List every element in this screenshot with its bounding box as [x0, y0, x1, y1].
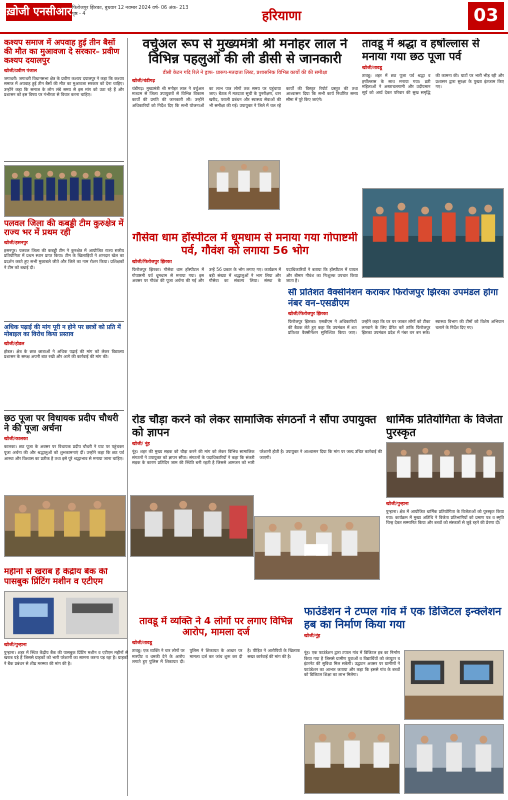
atm-photo	[4, 591, 128, 639]
memorandum-photo	[254, 516, 380, 580]
story-byline: खोजी/फिरोजपुर झिरका	[132, 260, 172, 266]
story-headline: पलवल जिला की कबड्डी टीम कुरुक्षेत्र में राज्य भर में प्रथम रही	[4, 217, 124, 238]
story-byline: खोजी/चंडीगढ़	[132, 78, 155, 84]
story-byline: खोजी/ नूंह	[132, 442, 150, 448]
story-body: पुन्हाना। शहर में स्थित केंद्रीय बैंक की पासबुक प्रिंटिंग मशीन व एटीएम महीनों से खराब पड़े हैं जिससे ग्राहकों को भारी परेशानी का सामना करना पड़ रहा है। ग्राहकों ने बैंक प्रबंधन से शीघ्र मरम्मत की मांग की है।	[4, 649, 128, 666]
story-students	[4, 325, 124, 407]
story-chhath-mla	[4, 414, 124, 493]
masthead	[0, 0, 508, 34]
story-kabaddi	[4, 165, 124, 318]
story-headline: अधिक पढ़ाई की मांग पूरी न होने पर छात्रों को प्रति में मोबाइल का विरोध किया प्रस्ताव	[4, 323, 121, 338]
story-body: नूंह। एक फाउंडेशन द्वारा टप्पल गांव में डिजिटल हब का निर्माण किया गया है जिससे ग्रामीण युवाओं व विद्यार्थियों को कंप्यूटर व इंटरनेट की सुविधा मिल सकेगी। उद्घाटन अवसर पर ग्रामीणों ने फाउंडेशन का आभार जताया और कहा कि इससे गांव के बच्चों को डिजिटल शिक्षा का लाभ मिलेगा।	[304, 650, 400, 678]
cm-meeting-photo	[208, 160, 280, 210]
story-body: कालका। छठ पूजा के अवसर पर विधायक प्रदीप चौधरी ने घाट पर पहुंचकर पूजा अर्चना की और श्रद्धालुओं को शुभकामनाएं दीं। उन्होंने कहा कि छठ पर्व आस्था और विश्वास का प्रतीक है तथा इसे पूरे श्रद्धाभाव से मनाया जाना चाहिए।	[4, 444, 124, 461]
story-body: होडल। क्षेत्र के छात्र छात्राओं ने अधिक पढ़ाई की मांग को लेकर विद्यालय प्रशासन के समक्ष अपनी बात रखी और आगे की कार्रवाई की मांग की।	[4, 348, 124, 360]
story-byline: खोजी/होडल	[4, 341, 25, 347]
story-headline: तावडू में व्यक्ति ने 4 लोगों पर लगाए विभिन्न आरोप, मामला दर्ज	[139, 616, 293, 639]
story-body: फिरोजपुर झिरका। गौसेवा धाम हॉस्पीटल में गोपाष्टमी पर्व धूमधाम से मनाया गया। इस अवसर पर गौवंश की पूजा अर्चना की गई और उन्हें 56 प्रकार के भोग लगाए गए। कार्यक्रम में बड़ी संख्या में श्रद्धालुओं ने भाग लिया और गौसेवा का संकल्प लिया। संस्था के पदाधिकारियों ने बताया कि हॉस्पीटल में घायल और बीमार गौवंश का निःशुल्क उपचार किया जाता है।	[132, 267, 358, 284]
kabaddi-team-photo	[4, 165, 124, 217]
divider	[4, 321, 124, 322]
page-number: 03	[468, 2, 504, 30]
story-byline: खोजी/तावडू	[132, 641, 153, 647]
story-headline: छठ पूजा पर विधायक प्रदीप चौधरी ने की पूजा अर्चना	[4, 413, 119, 434]
story-byline: खोजी/पुन्हाना	[4, 642, 27, 648]
story-headline: तावडू में श्रद्धा व हर्षोल्लास से मनाया गया छठ पूजा पर्व	[362, 38, 480, 63]
story-body: पुन्हाना। क्षेत्र में आयोजित धार्मिक प्रतियोगिता के विजेताओं को पुरस्कृत किया गया। कार्यक्रम में मुख्य अतिथि ने विजेता प्रतिभागियों को प्रमाण पत्र व स्मृति चिन्ह देकर सम्मानित किया और बच्चों को संस्कारों से जुड़े रहने की प्रेरणा दी।	[386, 509, 504, 526]
story-quiz	[386, 414, 504, 602]
story-headline: कश्यप समाज में अपवाह हुई तीन बैसों की मौत का मुआवजा दे सरकार– प्रवीण कश्यप दयालपुर	[4, 38, 120, 66]
story-byline: खोजी/हसनपुर	[4, 240, 28, 246]
story-road	[132, 414, 382, 614]
divider	[4, 410, 124, 411]
story-headline: फाउंडेशन ने टप्पल गांव में एक डिजिटल इन्क्लेशन हब का निर्माण किया गया	[304, 606, 502, 631]
story-tavdu-chhath	[362, 38, 504, 282]
story-atm	[4, 568, 128, 796]
story-byline: खोजी/फिरोजपुर झिरका	[288, 312, 328, 318]
story-vaccine	[288, 288, 504, 412]
story-cm	[132, 38, 358, 228]
divider	[4, 161, 124, 162]
story-body: चंडीगढ़। मुख्यमंत्री श्री मनोहर लाल ने वर्चुअल माध्यम से जिला उपायुक्तों से विभिन्न विकास कार्यों की प्रगति की जानकारी ली। उन्होंने अधिकारियों को निर्देश दिए कि सभी योजनाओं का लाभ पात्र लोगों तक समय पर पहुंचाया जाए। बैठक में मतदाता सूची के पुनरीक्षण, धान खरीद, पराली प्रबंधन और स्वास्थ्य सेवाओं की भी समीक्षा की गई। उपायुक्त ने जिले में चल रहे कार्यों की विस्तृत रिपोर्ट प्रस्तुत की तथा आश्वासन दिया कि सभी कार्य निर्धारित समय सीमा में पूरे किए जाएंगे।	[132, 85, 358, 108]
story-byline: खोजी/तावडू	[362, 66, 383, 72]
digital-hub-photo-2	[304, 724, 400, 794]
story-body: हसनपुर। पलवल जिला की कबड्डी टीम ने कुरुक्षेत्र में आयोजित राज्य स्तरीय प्रतियोगिता में प्रथम स्थान प्राप्त किया। टीम के खिलाड़ियों ने शानदार खेल का प्रदर्शन करते हुए सभी मुकाबले जीते और जिले का नाम रोशन किया। प्रशिक्षकों ने टीम को बधाई दी।	[4, 247, 124, 270]
story-tavdu-case	[132, 616, 300, 796]
tavdu-chhath-photo	[362, 188, 504, 278]
section-title: हरियाणा	[262, 9, 302, 24]
newspaper-brand: ख़ोजी एनसीआर	[6, 3, 72, 21]
story-byline: खोजी/कालका	[4, 437, 28, 443]
story-headline: गौसेवा धाम हॉस्पीटल में धूमधाम से मनाया गया गोपाष्टमी पर्व, गौवंश को लगाया 56 भोग	[132, 232, 358, 257]
story-foundation	[304, 606, 504, 796]
story-headline: वर्चुअल रूप से मुख्यमंत्री श्री मनोहर लाल ने विभिन्न पहलुओं की ली डीसी से जानकारी	[142, 38, 348, 67]
story-subtitle: डीसी केटन गदि रिले ने ड्राफ- प्रारूप-मतदाता लिस्ट, प्रशासनिक विभिन्न कार्यों की की समीक्षा	[162, 69, 328, 76]
story-body: फिरोजपुर झिरका। एसडीएम ने अधिकारियों की बैठक लेते हुए कहा कि उपमंडल में शत प्रतिशत वैक्सीनेशन सुनिश्चित किया जाए। उन्होंने कहा कि घर घर जाकर लोगों को टीका लगवाने के लिए प्रेरित करें ताकि फिरोजपुर झिरका उपमंडल प्रदेश में नंबर वन बन सके। स्वास्थ्य विभाग की टीमों को विशेष अभियान चलाने के निर्देश दिए गए।	[288, 319, 504, 336]
story-byline: खोजी/नूंह	[304, 634, 321, 640]
story-kashyap	[4, 38, 124, 158]
quiz-winners-photo	[386, 442, 504, 498]
chhath-photo-1	[4, 495, 126, 557]
story-body: तावडू। एक व्यक्ति ने चार लोगों पर मारपीट व धमकी देने के आरोप लगाते हुए पुलिस में शिकायत दी। पुलिस ने शिकायत के आधार पर मामला दर्ज कर जांच शुरू कर दी है। पीड़ित ने आरोपियों के खिलाफ सख्त कार्रवाई की मांग की है।	[132, 648, 300, 665]
story-byline: खोजी/पुन्हाना	[386, 502, 409, 508]
story-byline: खोजी/प्रवीण पंजाल	[4, 68, 37, 74]
digital-hub-photo-1	[404, 650, 504, 720]
digital-hub-photo-3	[404, 724, 504, 794]
story-headline: सौ प्रतिशत वैक्सीनेशन कराकर फिरोजपुर झिरका उपमंडल होगा नंबर वन–एसडीएम	[288, 288, 499, 309]
edition-info: फिरोजपुर झिरका, बुधवार 12 नवम्बर 2024 वर्ष- 06 अंक- 213 पृष्ठ - 4	[72, 6, 189, 17]
story-headline: महीनों से खराब है केंद्रीय बैंक की पासबुक प्रिंटिंग मशीन व एटीएम	[4, 568, 108, 587]
story-body: जगाधरी। जगाधरी विधानसभा क्षेत्र के प्रवीण कश्यप दयालपुर ने कहा कि कश्यप समाज में अपवाह हुई तीन बैसों की मौत का मुआवजा सरकार को देना चाहिए। उन्होंने कहा कि समाज के लोग लंबे समय से इस मांग को उठा रहे हैं और प्रशासन को इस विषय पर गंभीरता से विचार करना चाहिए।	[4, 75, 124, 98]
story-body: नूंह। शहर की मुख्य सड़क को चौड़ा करने की मांग को लेकर विभिन्न सामाजिक संगठनों ने उपायुक्त को ज्ञापन सौंपा। संगठनों के पदाधिकारियों ने कहा कि संकरी सड़क के कारण प्रतिदिन जाम की स्थिति बनी रहती है जिससे आमजन को भारी परेशानी होती है। उपायुक्त ने आश्वासन दिया कि मांग पर जल्द उचित कार्रवाई की जाएगी।	[132, 449, 382, 466]
story-body: तावडू। शहर में छठ पूजा पर्व श्रद्धा व हर्षोल्लास के साथ मनाया गया। व्रती महिलाओं ने अस्ताचलगामी और उदीयमान सूर्य को अर्घ्य देकर परिवार की सुख समृद्धि की कामना की। घाटों पर भारी भीड़ रही और प्रशासन द्वारा सुरक्षा के पुख्ता इंतजाम किए गए।	[362, 73, 504, 96]
story-headline: धार्मिक प्रतियोगिता के विजेता पुरस्कृत	[386, 414, 503, 439]
story-headline: रोड चौड़ा करने को लेकर सामाजिक संगठनों ने सौंपा उपायुक्त को ज्ञापन	[132, 414, 377, 439]
